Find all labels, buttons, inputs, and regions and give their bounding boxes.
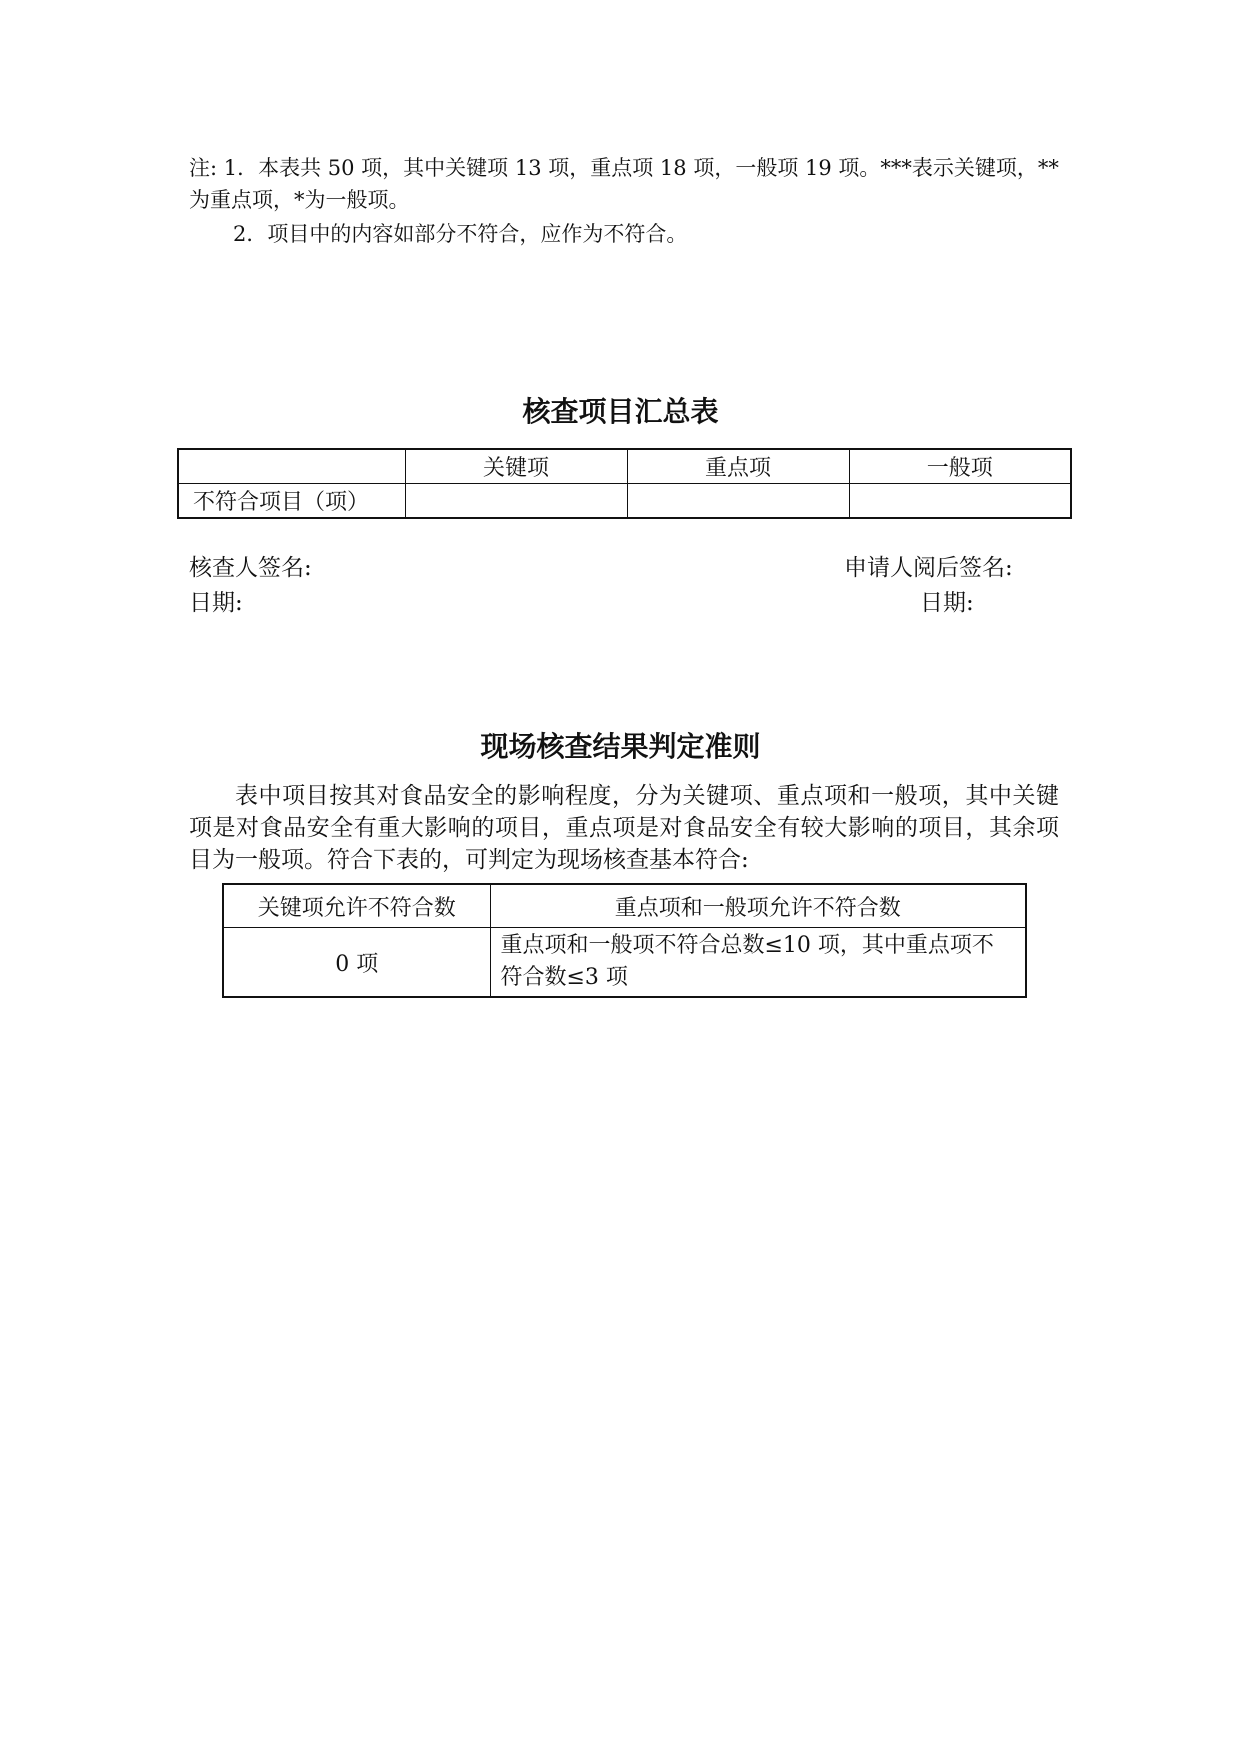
summary-header-key: 关键项 (405, 449, 627, 484)
summary-table (177, 448, 1072, 519)
criteria-value-key: 0 项 (223, 928, 490, 998)
criteria-header-key-allowed: 关键项允许不符合数 (223, 884, 490, 928)
note-line-3: 2．项目中的内容如部分不符合，应作为不符合。 (233, 222, 688, 246)
note-line-1: 注: 1．本表共 50 项，其中关键项 13 项，重点项 18 项，一般项 19 项。***表示关键项，** (189, 156, 1059, 180)
criteria-value-major-general: 重点项和一般项不符合总数≤10 项，其中重点项不符合数≤3 项 (490, 928, 1026, 998)
summary-header-major: 重点项 (627, 449, 849, 484)
criteria-table (222, 883, 1027, 998)
summary-header-row (178, 449, 1071, 484)
applicant-signature-label: 申请人阅后签名: (844, 555, 1013, 581)
summary-title: 核查项目汇总表 (522, 395, 719, 428)
criteria-title: 现场核查结果判定准则 (480, 730, 761, 763)
note-line-2: 为重点项，*为一般项。 (189, 188, 410, 212)
summary-row-label: 不符合项目（项） (178, 484, 405, 519)
criteria-paragraph: 表中项目按其对食品安全的影响程度，分为关键项、重点项和一般项，其中关键项是对食品安全有重大影响的项目，重点项是对食品安全有较大影响的项目，其余项目为一般项。符合下表的，可判定为现场核查基本符合: (189, 783, 1059, 873)
criteria-header-major-general-allowed: 重点项和一般项允许不符合数 (490, 884, 1026, 928)
summary-header-empty (178, 449, 405, 484)
summary-cell-major[interactable] (627, 484, 849, 519)
inspector-date-label: 日期: (189, 590, 243, 616)
criteria-value-row (223, 928, 1026, 998)
summary-header-general: 一般项 (849, 449, 1071, 484)
summary-data-row (178, 484, 1071, 519)
inspector-signature-label: 核查人签名: (189, 555, 312, 581)
applicant-date-label: 日期: (920, 590, 974, 616)
summary-cell-key[interactable] (405, 484, 627, 519)
summary-cell-general[interactable] (849, 484, 1071, 519)
criteria-header-row (223, 884, 1026, 928)
